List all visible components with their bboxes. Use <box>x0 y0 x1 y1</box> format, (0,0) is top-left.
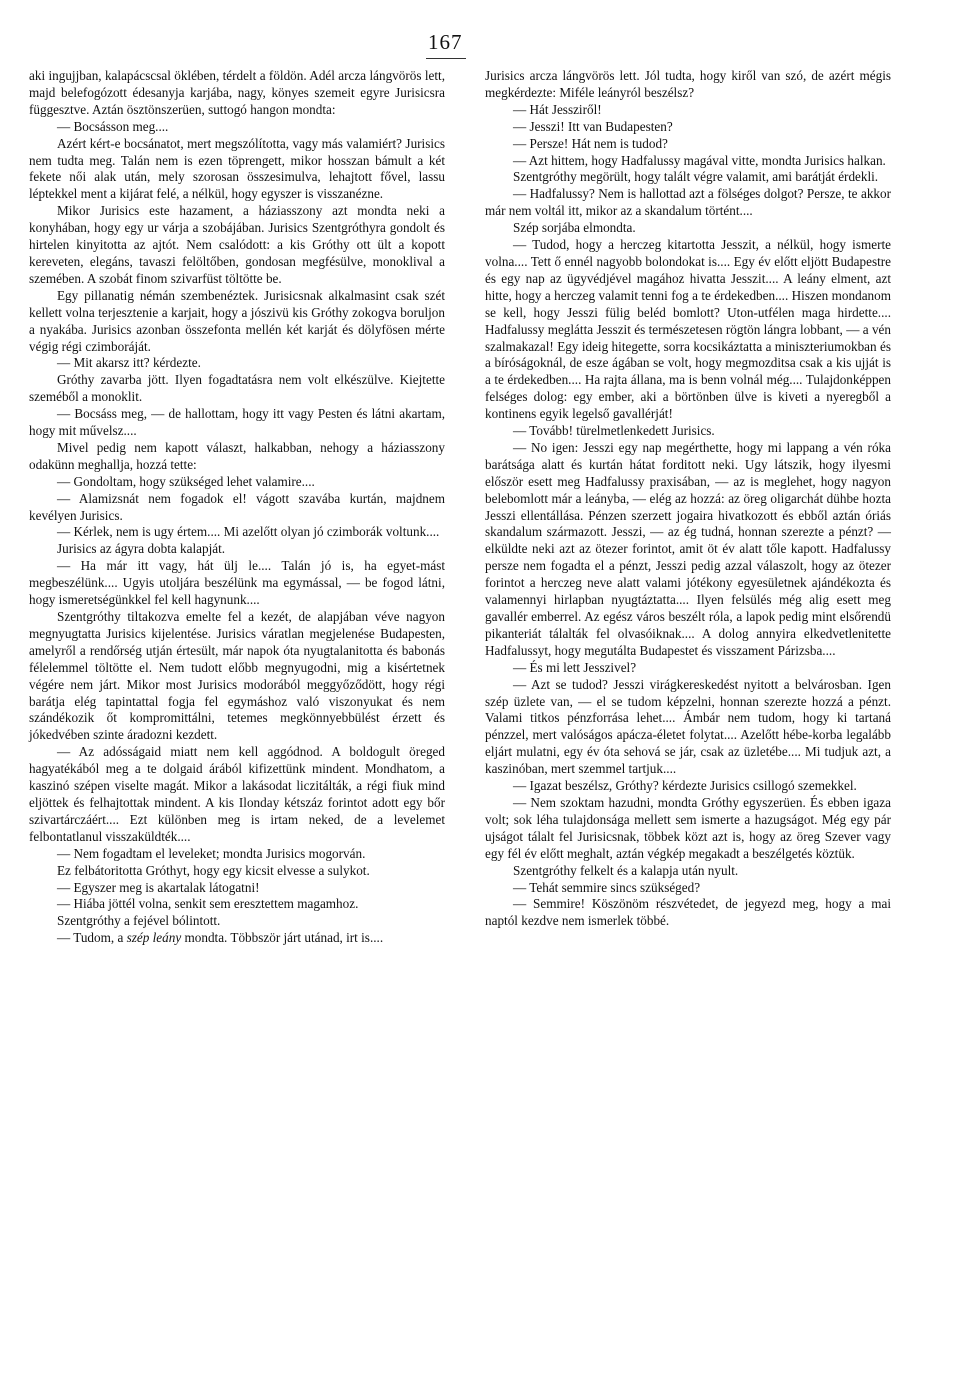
paragraph: Ez felbátoritotta Gróthyt, hogy egy kicsit elvesse a sulykot. <box>57 862 370 878</box>
text-run: mondta. Többször járt utánad, irt is.... <box>181 930 384 946</box>
paragraph: — Semmire! Köszönöm részvétedet, de jegyezd meg, hogy a mai naptól kezdve nem ismerlek többé. <box>485 896 891 929</box>
paragraph: — Az adósságaid miatt nem kell aggódnod. A boldogult öreged hagyatékából meg a te dolgaid árából kifizettünk mindent. Mondhatom, a kaszinó szépen viselte magát. Mikor a lakásodat liczitálták, a régi fiuk mind eljöttek és felhajtottak mindent. A kis Ilonday kétszáz forintot adott egy bőr szivartárczáért.... Ezt különben meg is irtam neked, de a levelemet felbontatlanul visszaküldték.... <box>29 744 445 844</box>
paragraph: — Alamizsnát nem fogadok el! vágott szavába kurtán, majdnem kevélyen Jurisics. <box>29 490 445 523</box>
paragraph: — És mi lett Jesszivel? <box>513 659 637 675</box>
paragraph: — Hát Jessziről! <box>513 101 602 117</box>
paragraph: Jurisics az ágyra dobta kalapját. <box>57 541 226 557</box>
paragraph: — Bocsásson meg.... <box>57 118 169 134</box>
paragraph: — Tudod, hogy a herczeg kitartotta Jesszit, a nélkül, hogy ismerte volna.... Tett ő ennél nagyobb bolondokat is.... Egy év előtt eljött Budapestre és egy nap az ügyvédjével magához hivatta Jesszit.... A leány elment, azt hitte, hogy a herczeg valamit tenni fog a te érdekedben.... Hiszen mondanom se kell, hogy Jesszi fülig beléd bomlott? Uton-utfélen maga hirdette.... Hadfalussy meglátta Jesszit és természetesen rögtön lángra lobbant, — a vén szalmakazal! Egy ideig hitegette, sorra kocsikáztatta a miniszteriumokban és a bíróságoknál, de esze ágában se volt, hogy megmozditsa csak a kis ujját is a te érdekedben.... Ha rajta állana, ma is benn volnál még.... Tulajdonképpen felséges dolog: egy ember, aki a börtönben ülve is kiveti a nyeregből a kontinens egyik legelső gavallérját! <box>485 237 891 422</box>
paragraph: — Egyszer meg is akartalak látogatni! <box>57 879 260 895</box>
right-column <box>485 68 891 930</box>
paragraph: — Nem szoktam hazudni, mondta Gróthy egyszerüen. És ebben igaza volt; sok léha tulajdonsága mellett sem ismerte a hazugságot. Még egy pár ujságot tálalt fel Jurisicsnak, többek közt azt is, hogy az öreg Szever vagy egy fél év előtt meghalt, aztán végkép megakadt a beszélgetés köztük. <box>485 794 891 861</box>
text-run: — Tudom, a <box>57 930 127 946</box>
paragraph: Szentgróthy megörült, hogy talált végre valamit, ami barátját érdekli. <box>513 169 879 185</box>
paragraph: — Kérlek, nem is ugy értem.... Mi azelőtt olyan jó czimborák voltunk.... <box>57 524 440 540</box>
paragraph: — Gondoltam, hogy szükséged lehet valamire.... <box>57 473 315 489</box>
paragraph: Jurisics arcza lángvörös lett. Jól tudta, hogy kiről van szó, de azért mégis megkérdezte: Miféle leányról beszélsz? <box>485 68 891 100</box>
paragraph: — Igazat beszélsz, Gróthy? kérdezte Jurisics csillogó szemekkel. <box>513 778 857 794</box>
paragraph: — Jesszi! Itt van Budapesten? <box>513 118 673 134</box>
paragraph: Mikor Jurisics este hazament, a háziasszony azt mondta neki a konyhában, hogy egy ur várja a szobájában. Jurisics Szentgróthyra gondolt és hirtelen kinyitotta az ajtót. Nem csalódott: a kis Gróthy ott ült a kopott kereveten, elegáns, tavaszi felöltőben, gondosan megfésülve, monoklival a szemében. A szobát finom szivarfüst töltötte be. <box>29 203 445 286</box>
paragraph: — Tovább! türelmetlenkedett Jurisics. <box>513 423 715 439</box>
paragraph: — Tehát semmire sincs szükséged? <box>513 879 701 895</box>
paragraph: — Azt hittem, hogy Hadfalussy magával vitte, mondta Jurisics halkan. <box>513 152 886 168</box>
paragraph: — Bocsáss meg, — de hallottam, hogy itt vagy Pesten és látni akartam, hogy mit művelsz.... <box>29 406 445 439</box>
paragraph: Mivel pedig nem kapott választ, halkabban, nehogy a háziasszony odakünn meghallja, hozzá tette: <box>29 439 445 472</box>
paragraph: — Azt se tudod? Jesszi virágkereskedést nyitott a belvárosban. Igen szép üzlete van, — el se tudom képzelni, honnan szerezte hozzá a pénzt. Valami titkos pénzforrása lehet.... Ámbár nem tudom, hogy ki tartaná pénzzel, mert valóságos apácza-életet folytat.... Azelőtt hébe-korba legalább eljárt mulatni, egy év óta sehová se jár, csak az üzletébe.... Mi tudjuk azt, a kaszinóban, mert szemmel tartjuk.... <box>485 676 891 777</box>
paragraph: — Hiába jöttél volna, senkit sem eresztettem magamhoz. <box>57 896 359 912</box>
paragraph: — Nem fogadtam el leveleket; mondta Jurisics mogorván. <box>57 845 366 861</box>
paragraph: — No igen: Jesszi egy nap megérthette, hogy mi lappang a vén róka barátsága alatt és kurtán hátat forditott neki. Ugy látszik, hogy ilyesmi először esett meg Hadfalussy praxisában, — az is meglehet, hogy nagyon belebomlott már a leányba, — elég az hozzá: az öreg oligarchát dühbe hozta Jesszi ellentállása. Pénzen szerzett jogaira hivatkozott és ebből aztán óriás skandalum származott. Jesszi, — az ég tudná, honnan szerezte a pénzt? — elküldte neki azt az ötezer forintot, amit öt év alatt tőle kapott. Hadfalussy persze nem fogadta el a pénzt, Jesszi pedig azzal válaszolt, hogy az ötezer forintot a herczeg neve alatt valami jótékony egyesületnek ajándékozta és valamennyi hirlapban nyugtáztatta.... Ilyen felsülés még alig esett meg gavallér emberrel. Az egész város beszélt róla, a lapok pedig mint elsőrendü pikanteriát tálalták fel olvasóiknak.... A dolog annyira elkedvetlenitette Hadfalussyt, hogy megutálta Budapestet és visszament Párizsba.... <box>485 439 891 658</box>
paragraph: Gróthy zavarba jött. Ilyen fogadtatásra nem volt elkészülve. Kiejtette szeméből a monoklit. <box>29 372 445 405</box>
paragraph: aki ingujjban, kalapácscsal öklében, térdelt a földön. Adél arcza lángvörös lett, majd belefogózott édesanyja karjába, nagy, könyes szemeit egyre Jurisicsra függesztve. Aztán ösztönszerüen, suttogó hangon mondta: <box>29 68 445 117</box>
paragraph: Egy pillanatig némán szembenéztek. Jurisicsnak alkalmasint csak szét kellett volna terjesztenie a karjait, hogy a jószivü kis Gróthy zokogva boruljon a nyakába. Jurisics azonban összefonta mellén két karját és dölyfösen mérte végig régi czimboráját. <box>29 287 445 354</box>
paragraph: — Persze! Hát nem is tudod? <box>513 135 668 151</box>
paragraph-last <box>29 930 445 947</box>
paragraph: Azért kért-e bocsánatot, mert megszólította, vagy más valamiért? Jurisics nem tudta meg. Talán nem is ezen töprengett, mikor hosszan bámult a két fekete női alak után, mely szorosan összesimulva, lehajtott fővel, lassu léptekkel ment a kijárat felé, a nélkül, hogy egyszer is visszanézne. <box>29 135 445 202</box>
left-column <box>29 68 445 947</box>
paragraph: — Ha már itt vagy, hát ülj le.... Talán jó is, ha egyet-mást megbeszélünk.... Ugyis utoljára beszélünk ma egymással, — be fogod látni, hogy ismeretségünkkel fel kell hagynunk.... <box>29 558 445 608</box>
paragraph: — Mit akarsz itt? kérdezte. <box>57 355 201 371</box>
paragraph: Szép sorjába elmondta. <box>513 220 636 236</box>
page-number-rule <box>426 58 466 59</box>
page-number: 167 <box>428 30 463 54</box>
paragraph: Szentgróthy a fejével bólintott. <box>57 913 221 929</box>
paragraph: Szentgróthy felkelt és a kalapja után nyult. <box>513 862 739 878</box>
paragraph: — Hadfalussy? Nem is hallottad azt a fölséges dolgot? Persze, te akkor már nem voltál itt, mikor az a skandalum történt.... <box>485 186 891 219</box>
emphasis: szép leány <box>126 930 182 946</box>
paragraph: Szentgróthy tiltakozva emelte fel a kezét, de alapjában véve nagyon megnyugtatta Jurisics kijelentése. Jurisics váratlan megjelenése Budapesten, amelyről a rendőrség utján értesült, már napok óta nyugtalanitotta és babonás félelemmel töltötte el. Nem tudott előbb megnyugodni, mig a kisértetnek végére nem járt. Mikor most Jurisics modorából meggyőződött, hogy régi barátja elég tapintattal fogja fel egymáshoz való viszonyukat és nem szándékozik őt kompromittálni, tetemes megkönnyebbülést érzett és jókedvében szinte áradozni kezdett. <box>29 609 445 743</box>
